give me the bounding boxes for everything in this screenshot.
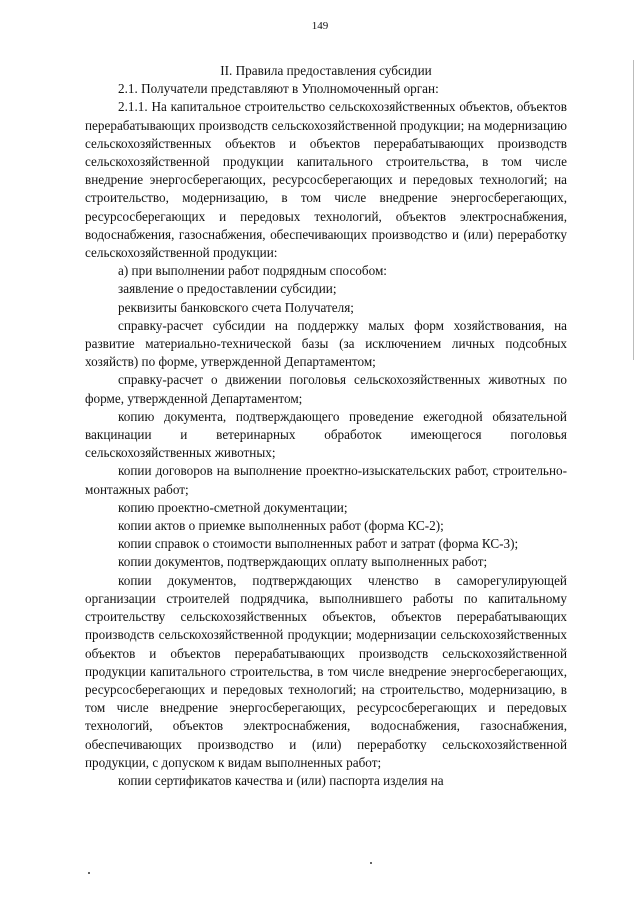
paragraph: копии актов о приемке выполненных работ (форма КС-2); [118, 518, 444, 534]
paragraph: копии документов, подтверждающих оплату выполненных работ; [118, 554, 488, 570]
paragraph: справку-расчет субсидии на поддержку малых форм хозяйствования, на развитие материально-технической базы (за исключением личных подсобных хозяйств) по форме, утвержденной Департаментом; [85, 317, 567, 370]
paragraph: заявление о предоставлении субсидии; [118, 281, 337, 297]
scan-dot [370, 862, 372, 864]
paragraph: копии сертификатов качества и (или) паспорта изделия на [118, 772, 444, 788]
paragraph: а) при выполнении работ подрядным способом: [118, 263, 387, 279]
paragraph: копии документов, подтверждающих членство в саморегулирующей организации строителей подрядчика, выполнившего работы по капитальному строительству сельскохозяйственных объектов, объектов перерабатывающих производств сельскохозяйственной продукции; модернизации сельскохозяйственных объектов и объектов перерабатывающих производств сельскохозяйственной продукции капитального строительства, в том числе внедрение энергосберегающих, ресурсосберегающих и передовых технологий; на строительство, модернизацию, в том числе внедрение энергосберегающих, ресурсосберегающих и передовых технологий, объектов электроснабжения, водоснабжения, газоснабжения, обеспечивающих производство и (или) переработку сельскохозяйственной продукции, с допуском к видам выполненных работ; [85, 572, 567, 770]
section-heading: II. Правила предоставления субсидии [220, 63, 432, 78]
paragraph: копию документа, подтверждающего проведение ежегодной обязательной вакцинации и ветеринарных обработок имеющегося поголовья сельскохозяйственных животных; [85, 408, 567, 461]
document-body [85, 62, 567, 790]
paragraph: 2.1.1. На капитальное строительство сельскохозяйственных объектов, объектов перерабатывающих производств сельскохозяйственной продукции; на модернизацию сельскохозяйственных объектов и объектов перерабатывающих производств сельскохозяйственной продукции капитального строительства, в том числе внедрение энергосберегающих, ресурсосберегающих и передовых технологий; на строительство, модернизацию, в том числе внедрение энергосберегающих, ресурсосберегающих и передовых технологий, объектов электроснабжения, водоснабжения, газоснабжения, обеспечивающих производство и (или) переработку сельскохозяйственной продукции: [85, 99, 567, 261]
paragraph: 2.1. Получатели представляют в Уполномоченный орган: [118, 81, 439, 97]
paragraph: реквизиты банковского счета Получателя; [118, 299, 354, 315]
page-number: 149 [311, 20, 329, 32]
paragraph: копию проектно-сметной документации; [118, 499, 348, 515]
paragraph: копии справок о стоимости выполненных работ и затрат (форма КС-3); [118, 536, 519, 552]
scan-edge-line [633, 60, 634, 360]
paragraph: копии договоров на выполнение проектно-изыскательских работ, строительно-монтажных работ; [85, 463, 567, 497]
paragraph: справку-расчет о движении поголовья сельскохозяйственных животных по форме, утвержденной Департаментом; [85, 372, 567, 406]
scan-dot [88, 872, 90, 874]
